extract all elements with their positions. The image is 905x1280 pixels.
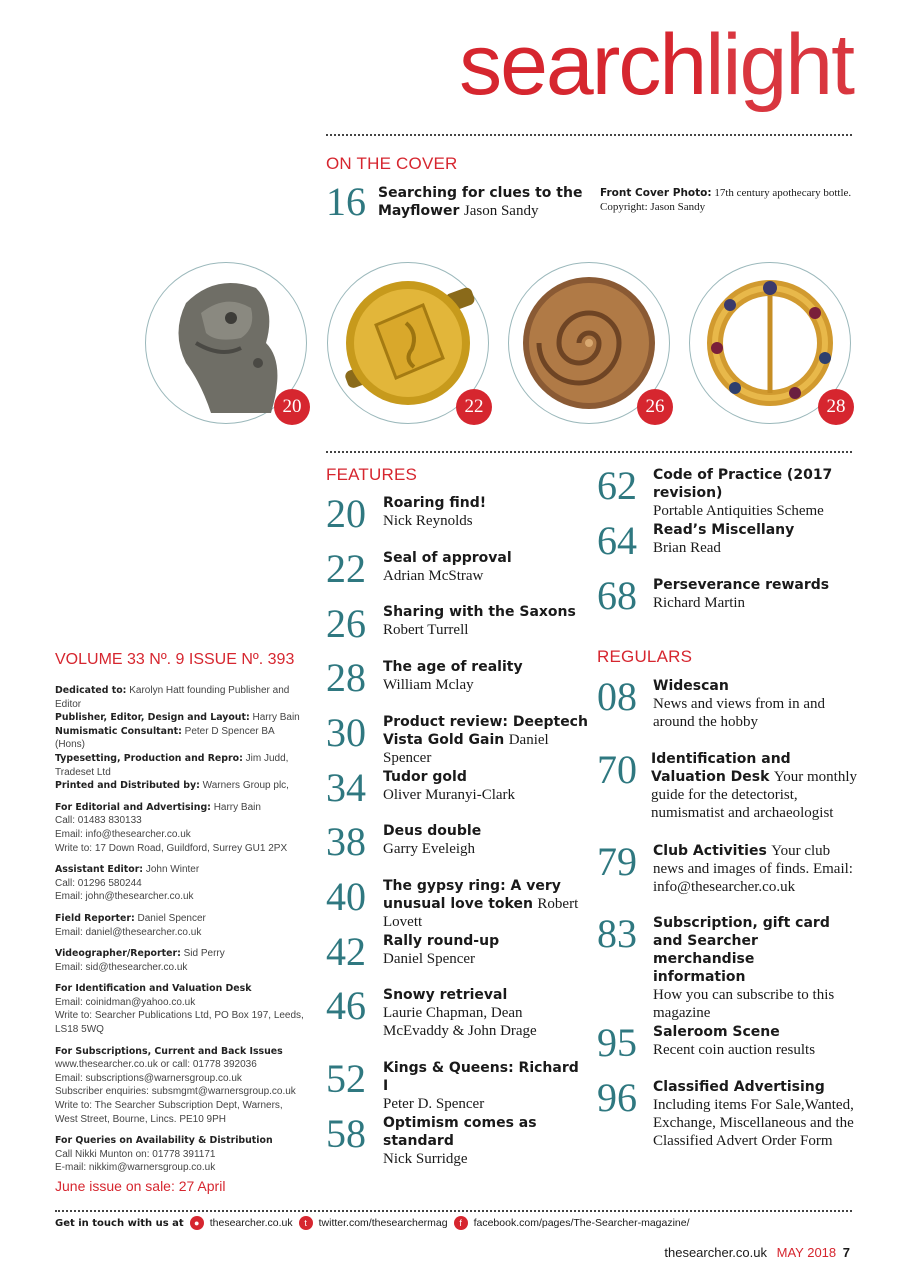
feature-entry[interactable] xyxy=(383,986,563,1040)
regular-title: Widescan xyxy=(653,678,729,694)
feature-author: Brian Read xyxy=(653,540,721,556)
logo-light: light xyxy=(705,17,853,113)
feature-title: The age of reality xyxy=(383,659,523,675)
credit-label: Typesetting, Production and Repro: xyxy=(55,752,243,764)
credit-label: Field Reporter: xyxy=(55,912,135,924)
feature-author: Robert Lovett xyxy=(383,896,579,930)
feature-number: 26 xyxy=(326,601,366,646)
regular-entry[interactable] xyxy=(653,1023,823,1059)
feature-number: 22 xyxy=(326,546,366,591)
cover-story-number: 16 xyxy=(326,179,366,224)
regular-entry[interactable] xyxy=(653,1078,875,1150)
feature-author: Nick Surridge xyxy=(383,1151,468,1167)
feature-entry[interactable] xyxy=(383,658,588,694)
credit-value: Write to: 17 Down Road, Guildford, Surrey GU1 2PX xyxy=(55,842,288,854)
feature-entry[interactable] xyxy=(383,877,588,931)
credit-email[interactable]: Email: sid@thesearcher.co.uk xyxy=(55,961,188,973)
feature-number: 38 xyxy=(326,819,366,864)
feature-title: Optimism comes as standard xyxy=(383,1115,537,1149)
thumbnail-badge: 28 xyxy=(818,389,854,425)
credit-value: Sid Perry xyxy=(183,948,225,960)
feature-title: Snowy retrieval xyxy=(383,987,508,1003)
feature-number: 46 xyxy=(326,983,366,1028)
regular-description: How you can subscribe to this magazine xyxy=(653,987,835,1021)
thumbnail-gold-ring[interactable] xyxy=(327,262,489,424)
regular-description: Your monthly guide for the detectorist, numismatist and archaeologist xyxy=(651,769,857,821)
front-cover-note xyxy=(600,186,860,214)
feature-author: Daniel Spencer xyxy=(383,951,476,967)
credit-value: Write to: Searcher Publications Ltd, PO Box 197, Leeds, LS18 5WQ xyxy=(55,1010,304,1036)
feature-title: Rally round-up xyxy=(383,933,500,949)
feature-author: Oliver Muranyi-Clark xyxy=(383,787,516,803)
feature-author: Garry Eveleigh xyxy=(383,841,476,857)
feature-author: Adrian McStraw xyxy=(383,568,484,584)
credit-value: Call: 01296 580244 xyxy=(55,877,142,889)
credit-value: Jim Judd, Tradeset Ltd xyxy=(55,752,289,778)
cover-story-title: Searching for clues to the Mayflower xyxy=(378,185,583,219)
feature-number: 34 xyxy=(326,765,366,810)
regular-description: Including items For Sale,Wanted, Exchange, Miscellaneous and the Classified Advert Order Form xyxy=(653,1097,854,1149)
cover-note-text: 17th century apothecary bottle. xyxy=(714,187,852,199)
feature-entry[interactable] xyxy=(383,1114,588,1168)
feature-author: Nick Reynolds xyxy=(383,513,473,529)
divider-middle xyxy=(326,451,852,453)
feature-title: Kings & Queens: Richard I xyxy=(383,1060,579,1094)
feature-title: Product review: Deeptech Vista Gold Gain xyxy=(383,714,588,748)
regular-number: 96 xyxy=(597,1075,637,1120)
credit-label: For Subscriptions, Current and Back Issues xyxy=(55,1045,283,1057)
feature-title: The gypsy ring: A very unusual love token xyxy=(383,878,561,912)
credits-group-queries xyxy=(55,1134,305,1175)
feature-title: Perseverance rewards xyxy=(653,577,830,593)
feature-entry[interactable] xyxy=(383,549,588,585)
thumbnail-lion-mount[interactable] xyxy=(145,262,307,424)
masthead-credits xyxy=(55,684,305,1183)
feature-number: 64 xyxy=(597,518,637,563)
credit-value[interactable]: www.thesearcher.co.uk or call: 01778 392036 xyxy=(55,1059,257,1071)
credit-email[interactable]: Email: coinidman@yahoo.co.uk xyxy=(55,996,196,1008)
web-icon: ● xyxy=(190,1216,204,1230)
feature-number: 20 xyxy=(326,491,366,536)
credit-label: Publisher, Editor, Design and Layout: xyxy=(55,712,250,724)
feature-entry[interactable] xyxy=(653,576,863,612)
cover-note-copyright: Copyright: Jason Sandy xyxy=(600,201,706,213)
footer-issue: MAY 2018 xyxy=(776,1245,837,1260)
logo-search: search xyxy=(459,17,706,113)
credit-value: Peter D Spencer BA (Hons) xyxy=(55,725,275,751)
credits-group-idv xyxy=(55,982,305,1036)
contact-footer xyxy=(55,1216,690,1230)
feature-author: Richard Martin xyxy=(653,595,746,611)
regular-entry[interactable] xyxy=(653,914,843,1022)
credit-value: Harry Bain xyxy=(213,801,261,813)
regular-description: Recent coin auction results xyxy=(653,1042,816,1058)
feature-number: 52 xyxy=(326,1056,366,1101)
feature-author: Robert Turrell xyxy=(383,622,469,638)
regular-number: 08 xyxy=(597,674,637,719)
credit-label: Dedicated to: xyxy=(55,685,127,696)
feature-entry[interactable] xyxy=(653,466,873,520)
regular-entry[interactable] xyxy=(653,677,853,731)
regular-description: News and views from in and around the hobby xyxy=(653,696,826,730)
feature-author: Daniel Spencer xyxy=(383,732,549,766)
credit-value: Call Nikki Munton on: 01778 391171 xyxy=(55,1148,216,1160)
credit-label: Videographer/Reporter: xyxy=(55,948,181,960)
feature-number: 28 xyxy=(326,655,366,700)
credits-group-assistant xyxy=(55,863,305,904)
divider-bottom xyxy=(55,1210,852,1212)
regular-number: 83 xyxy=(597,911,637,956)
regulars-heading: REGULARS xyxy=(597,647,693,666)
footer-lead: Get in touch with us at xyxy=(55,1217,184,1229)
regular-entry[interactable] xyxy=(653,842,853,896)
facebook-icon: f xyxy=(454,1216,468,1230)
feature-entry[interactable] xyxy=(653,521,863,557)
feature-entry[interactable] xyxy=(383,768,588,804)
feature-number: 30 xyxy=(326,710,366,755)
credit-value: John Winter xyxy=(145,864,200,876)
on-sale-notice: June issue on sale: 27 April xyxy=(55,1178,226,1194)
feature-title: Sharing with the Saxons xyxy=(383,604,576,620)
cover-story-author: Jason Sandy xyxy=(463,203,539,219)
feature-entry[interactable] xyxy=(383,713,593,767)
feature-title: Read’s Miscellany xyxy=(653,522,795,538)
credit-email[interactable]: E-mail: nikkim@warnersgroup.co.uk xyxy=(55,1162,216,1174)
searchlight-logo xyxy=(459,17,853,113)
feature-entry[interactable] xyxy=(383,1059,588,1113)
regular-entry[interactable] xyxy=(651,750,861,822)
features-heading: FEATURES xyxy=(326,465,418,484)
page-number: 7 xyxy=(842,1245,850,1260)
feature-author: Laurie Chapman, Dean McEvaddy & John Drage xyxy=(383,1005,537,1039)
thumbnail-badge: 20 xyxy=(274,389,310,425)
credits-group-staff xyxy=(55,684,305,793)
credit-value: Call: 01483 830133 xyxy=(55,815,142,827)
regular-title: Classified Advertising xyxy=(653,1079,825,1095)
regular-number: 79 xyxy=(597,839,637,884)
feature-author: William Mclay xyxy=(383,677,474,693)
feature-title: Deus double xyxy=(383,823,482,839)
on-the-cover-heading: ON THE COVER xyxy=(326,154,458,173)
footer-web-link[interactable]: thesearcher.co.uk xyxy=(209,1217,293,1229)
credit-label: Printed and Distributed by: xyxy=(55,780,200,792)
regular-title: Subscription, gift card and Searcher merchandise information xyxy=(653,915,830,985)
credit-value: Write to: The Searcher Subscription Dept, Warners, West Street, Bourne, Lincs. PE10 9PH xyxy=(55,1100,283,1125)
thumbnail-gem-brooch[interactable] xyxy=(689,262,851,424)
feature-title: Roaring find! xyxy=(383,495,487,511)
credit-label: Numismatic Consultant: xyxy=(55,725,182,737)
regular-title: Club Activities xyxy=(653,843,767,859)
feature-entry[interactable] xyxy=(383,822,588,858)
credit-email[interactable]: Subscriber enquiries: subsmgmt@warnersgroup.co.uk xyxy=(55,1086,296,1098)
divider-top xyxy=(326,134,852,136)
credits-group-subscriptions xyxy=(55,1045,305,1127)
cover-note-label: Front Cover Photo: xyxy=(600,187,712,199)
footer-site: thesearcher.co.uk xyxy=(664,1245,767,1260)
feature-author: Peter D. Spencer xyxy=(383,1096,485,1112)
credit-value: Karolyn Hatt founding Publisher and Editor xyxy=(55,685,290,710)
regular-number: 95 xyxy=(597,1020,637,1065)
feature-author: Portable Antiquities Scheme xyxy=(653,503,824,519)
feature-number: 62 xyxy=(597,463,637,508)
feature-number: 40 xyxy=(326,874,366,919)
feature-entry[interactable] xyxy=(383,603,588,639)
feature-number: 58 xyxy=(326,1111,366,1156)
credits-group-field xyxy=(55,912,305,939)
credit-email[interactable]: Email: john@thesearcher.co.uk xyxy=(55,891,194,903)
regular-title: Identification and Valuation Desk xyxy=(651,751,791,785)
credit-label: Assistant Editor: xyxy=(55,864,144,876)
thumbnail-badge: 26 xyxy=(637,389,673,425)
footer-twitter-link[interactable]: twitter.com/thesearchermag xyxy=(318,1217,448,1229)
regular-number: 70 xyxy=(597,747,637,792)
volume-issue: VOLUME 33 Nº. 9 ISSUE Nº. 393 xyxy=(55,651,295,668)
cover-story[interactable] xyxy=(378,184,583,220)
credit-email[interactable]: Email: subscriptions@warnersgroup.co.uk xyxy=(55,1072,242,1084)
feature-entry[interactable] xyxy=(383,494,588,530)
feature-number: 68 xyxy=(597,573,637,618)
footer-facebook-link[interactable]: facebook.com/pages/The-Searcher-magazine/ xyxy=(473,1217,690,1229)
credits-group-editorial xyxy=(55,801,305,855)
regular-title: Saleroom Scene xyxy=(653,1024,780,1040)
twitter-icon: t xyxy=(299,1216,313,1230)
credit-label: For Identification and Valuation Desk xyxy=(55,983,252,995)
feature-title: Code of Practice (2017 revision) xyxy=(653,467,833,501)
feature-title: Tudor gold xyxy=(383,769,467,785)
credits-group-video xyxy=(55,947,305,974)
credit-label: For Queries on Availability & Distribution xyxy=(55,1135,273,1147)
credit-email[interactable]: Email: info@thesearcher.co.uk xyxy=(55,828,191,840)
feature-title: Seal of approval xyxy=(383,550,512,566)
feature-entry[interactable] xyxy=(383,932,588,968)
thumbnail-saxon-disc[interactable] xyxy=(508,262,670,424)
credit-email[interactable]: Email: daniel@thesearcher.co.uk xyxy=(55,926,202,938)
credit-value: Warners Group plc, xyxy=(202,780,289,792)
credit-label: For Editorial and Advertising: xyxy=(55,801,211,813)
feature-number: 42 xyxy=(326,929,366,974)
regular-description: Your club news and images of finds. Email: info@thesearcher.co.uk xyxy=(653,843,853,895)
page-footer xyxy=(664,1245,850,1260)
thumbnail-badge: 22 xyxy=(456,389,492,425)
credit-value: Harry Bain xyxy=(252,712,300,724)
credit-value: Daniel Spencer xyxy=(137,912,206,924)
